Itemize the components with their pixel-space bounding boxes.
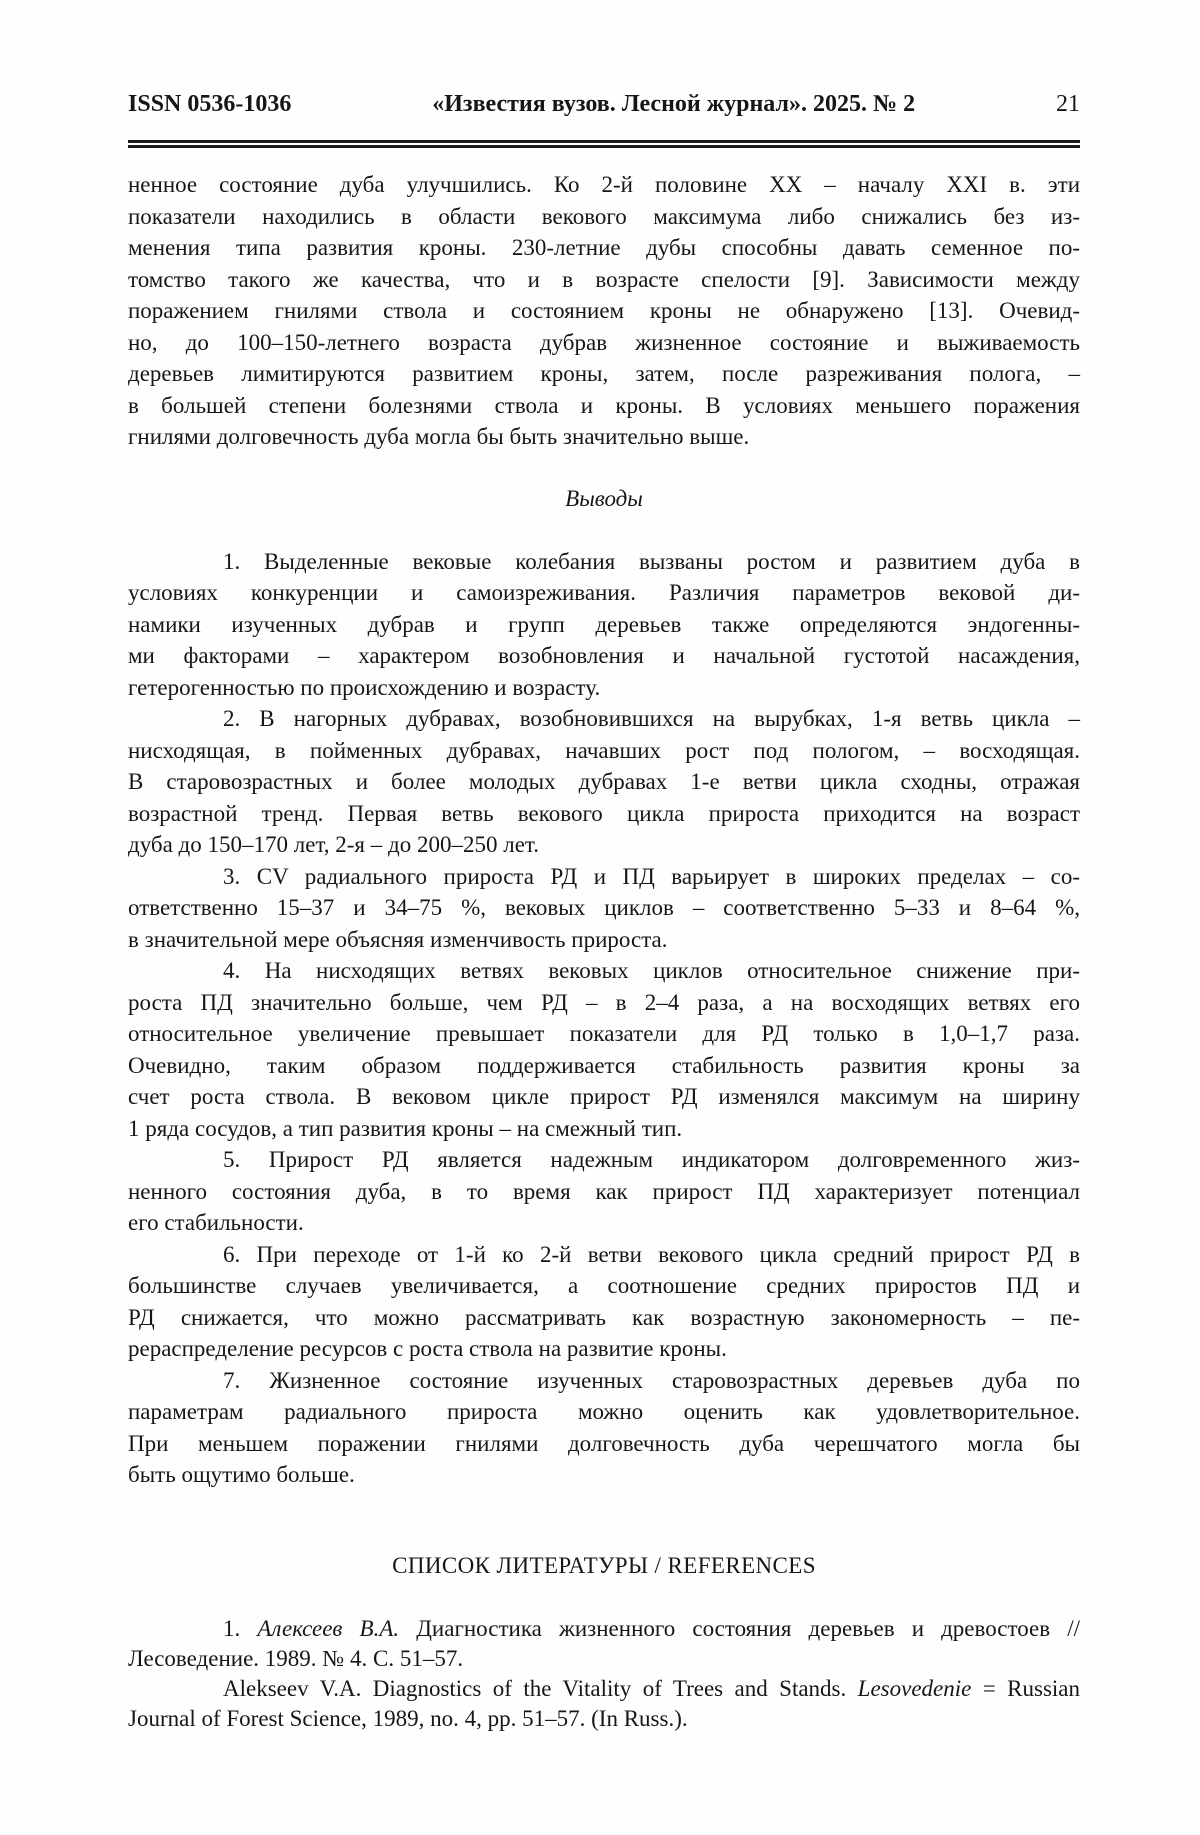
text-line: 2. В нагорных дубравах, возобновившихся на вырубках, 1-я ветвь цикла – — [223, 706, 1080, 731]
text-run: Диагностика жизненного состояния деревьев и древостоев // — [399, 1615, 1080, 1641]
text-line: возрастной тренд. Первая ветвь векового цикла прироста приходится на возраст — [128, 800, 1080, 826]
text-line: но, до 100–150-летнего возраста дубрав жизненное состояние и выживаемость — [128, 329, 1080, 355]
text-line: показатели находились в области векового максимума либо снижались без из- — [128, 203, 1080, 229]
text-line: намики изученных дубрав и групп деревьев также определяются эндогенны- — [128, 611, 1080, 637]
text-run: Alekseev V.A. Diagnostics of the Vitality of Trees and Stands. — [223, 1675, 858, 1701]
text-line: счет роста ствола. В вековом цикле прирост РД изменялся максимум на ширину — [128, 1084, 1080, 1109]
text-line: При меньшем поражении гнилями долговечность дуба черешчатого могла бы — [128, 1430, 1080, 1456]
text-line: ненного состояния дуба, в то время как прирост ПД характеризует потенциал — [128, 1178, 1080, 1204]
text-line: Лесоведение. 1989. № 4. С. 51–57. — [128, 1645, 464, 1671]
running-head — [128, 91, 1080, 117]
text-line: деревьев лимитируются развитием кроны, затем, после разреживания полога, – — [128, 361, 1080, 386]
text-line: поражением гнилями ствола и состоянием кроны не обнаружено [13]. Очевид- — [128, 298, 1080, 323]
header-double-rule — [128, 140, 1080, 148]
text-line: 3. CV радиального прироста РД и ПД варьирует в широких пределах – со- — [223, 863, 1080, 889]
text-line: гетерогенностью по происхождению и возрасту. — [128, 674, 601, 700]
text-line: рераспределение ресурсов с роста ствола на развитие кроны. — [128, 1336, 727, 1361]
text-line: 1. Выделенные вековые колебания вызваны ростом и развитием дуба в — [223, 548, 1080, 574]
italic-run: Lesovedenie — [857, 1675, 972, 1701]
italic-run: Алексеев В.А. — [257, 1615, 400, 1641]
text-line: нисходящая, в пойменных дубравах, начавших рост под пологом, – восходящая. — [128, 737, 1080, 763]
page-number: 21 — [1056, 91, 1080, 117]
text-line: ненное состояние дуба улучшились. Ко 2-й половине XX – началу XXI в. эти — [128, 172, 1080, 197]
text-line: 5. Прирост РД является надежным индикатором долговременного жиз- — [223, 1147, 1080, 1172]
text-line: условиях конкуренции и самоизреживания. Различия параметров вековой ди- — [128, 580, 1080, 605]
reference-item — [128, 1614, 1080, 1674]
conclusion-item — [128, 955, 1080, 1144]
text-line: роста ПД значительно больше, чем РД – в 2–4 раза, а на восходящих ветвях его — [128, 989, 1080, 1015]
conclusion-item — [128, 1144, 1080, 1239]
conclusions-heading: Выводы — [565, 485, 643, 511]
text-line: В старовозрастных и более молодых дубравах 1-е ветви цикла сходны, отражая — [128, 769, 1080, 794]
text-line: Journal of Forest Science, 1989, no. 4, pp. 51–57. (In Russ.). — [128, 1705, 688, 1731]
text-run: = Russian — [971, 1675, 1080, 1701]
text-line: Очевидно, таким образом поддерживается стабильность развития кроны за — [128, 1052, 1080, 1078]
issn-label: ISSN 0536-1036 — [128, 91, 292, 117]
text-line: ответственно 15–37 и 34–75 %, вековых циклов – соответственно 5–33 и 8–64 %, — [128, 895, 1080, 920]
text-line: 1 ряда сосудов, а тип развития кроны – на смежный тип. — [128, 1115, 683, 1141]
conclusion-item — [128, 1239, 1080, 1365]
text-line — [128, 1674, 1080, 1704]
reference-item — [128, 1674, 1080, 1734]
text-line: параметрам радиального прироста можно оценить как удовлетворительное. — [128, 1399, 1080, 1424]
text-line: в большей степени болезнями ствола и кроны. В условиях меньшего поражения — [128, 392, 1080, 418]
text-line: гнилями долговечность дуба могла бы быть значительно выше. — [128, 424, 750, 449]
text-line: его стабильности. — [128, 1210, 304, 1235]
text-line: относительное увеличение превышает показатели для РД только в 1,0–1,7 раза. — [128, 1021, 1080, 1046]
text-line: ми факторами – характером возобновления и начальной густотой насаждения, — [128, 643, 1080, 668]
text-run: 1. — [223, 1615, 258, 1641]
conclusion-item — [128, 861, 1080, 956]
conclusion-item — [128, 546, 1080, 704]
text-line: быть ощутимо больше. — [128, 1462, 355, 1487]
intro-paragraph — [128, 169, 1080, 453]
journal-title: «Известия вузов. Лесной журнал». 2025. № 2 — [432, 91, 916, 117]
references-heading: СПИСОК ЛИТЕРАТУРЫ / REFERENCES — [392, 1552, 816, 1578]
conclusions-list — [128, 546, 1080, 1491]
text-line: 7. Жизненное состояние изученных старовозрастных деревьев дуба по — [223, 1367, 1080, 1393]
conclusion-item — [128, 1365, 1080, 1491]
text-line: 4. На нисходящих ветвях вековых циклов относительное снижение при- — [223, 958, 1080, 983]
text-line: менения типа развития кроны. 230-летние дубы способны давать семенное по- — [128, 235, 1080, 260]
text-line: РД снижается, что можно рассматривать как возрастную закономерность – пе- — [128, 1304, 1080, 1330]
text-line: томство такого же качества, что и в возрасте спелости [9]. Зависимости между — [128, 266, 1080, 292]
conclusion-item — [128, 703, 1080, 861]
page-body — [128, 169, 1080, 1734]
text-line: 6. При переходе от 1-й ко 2-й ветви векового цикла средний прирост РД в — [223, 1241, 1080, 1267]
text-line — [128, 1614, 1080, 1644]
references-list — [128, 1614, 1080, 1734]
text-line: большинстве случаев увеличивается, а соотношение средних приростов ПД и — [128, 1273, 1080, 1298]
text-line: в значительной мере объясняя изменчивость прироста. — [128, 926, 668, 952]
text-line: дуба до 150–170 лет, 2-я – до 200–250 лет. — [128, 832, 539, 857]
